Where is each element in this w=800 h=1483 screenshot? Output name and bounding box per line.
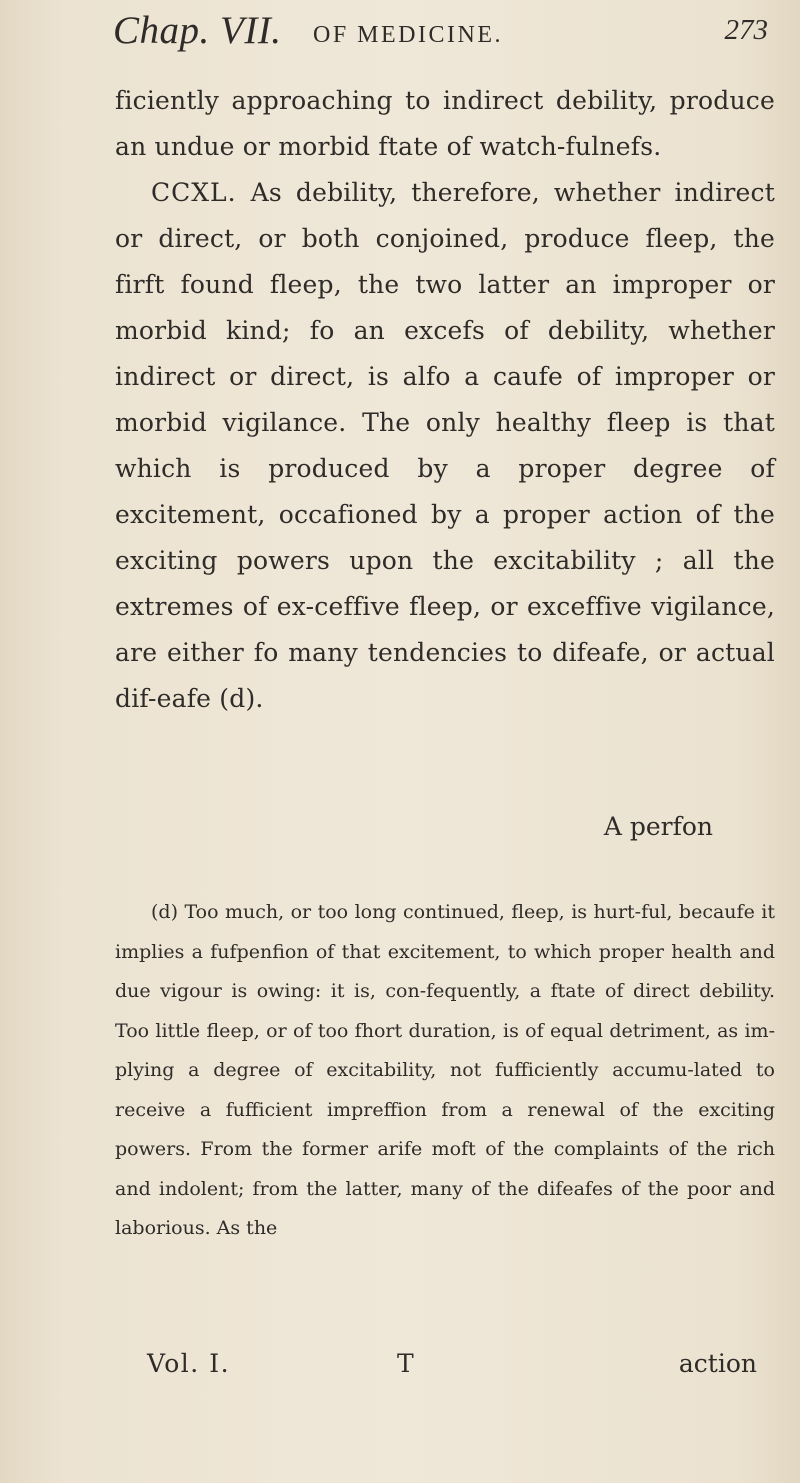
footnote bbox=[115, 893, 775, 1249]
paragraph-catch-line bbox=[115, 812, 775, 841]
continuation-paragraph: ficiently approaching to indirect debility, produce an undue or morbid ftate of watch-fulnefs. bbox=[115, 86, 775, 161]
catch-line-text: A perfon bbox=[603, 812, 713, 841]
page-header bbox=[113, 8, 768, 68]
footnote-text: (d) Too much, or too long continued, fleep, is hurt-ful, becaufe it implies a fufpenfion of that excitement, to which proper health and due vigour is owing: it is, con-fequently, a ftate of direct debility. Too little fleep, or of too fhort duration, is of equal detriment, as im-plying a degree of excitability, not fufficiently accumu-lated to receive a fufficient impreffion from a renewal of the exciting powers. From the former arife moft of the complaints of the rich and indolent; from the latter, many of the difeafes of the poor and laborious. As the bbox=[115, 901, 775, 1240]
page-footer bbox=[147, 1349, 757, 1389]
volume-label: Vol. I. bbox=[147, 1349, 231, 1378]
page-number: 273 bbox=[724, 14, 768, 46]
catchword: action bbox=[678, 1349, 757, 1378]
signature-mark: T bbox=[397, 1349, 414, 1378]
section-text: As debility, therefore, whether indirect or direct, or both conjoined, produce fleep, the firft found fleep, the two latter an improper or morbid kind; fo an excefs of debility, whether indirect or direct, is alfo a caufe of improper or morbid vigilance. The only healthy fleep is that which is produced by a proper degree of excitement, occafioned by a proper action of the exciting powers upon the excitability ; all the extremes of ex-ceffive fleep, or exceffive vigilance, are either fo many tendencies to difeafe, or actual dif-eafe (d). bbox=[115, 178, 775, 713]
running-title: OF MEDICINE. bbox=[313, 22, 503, 48]
main-text bbox=[115, 78, 775, 722]
chapter-heading: Chap. VII. bbox=[113, 9, 282, 52]
section-paragraph bbox=[115, 170, 775, 722]
section-number: CCXL. bbox=[151, 178, 237, 207]
